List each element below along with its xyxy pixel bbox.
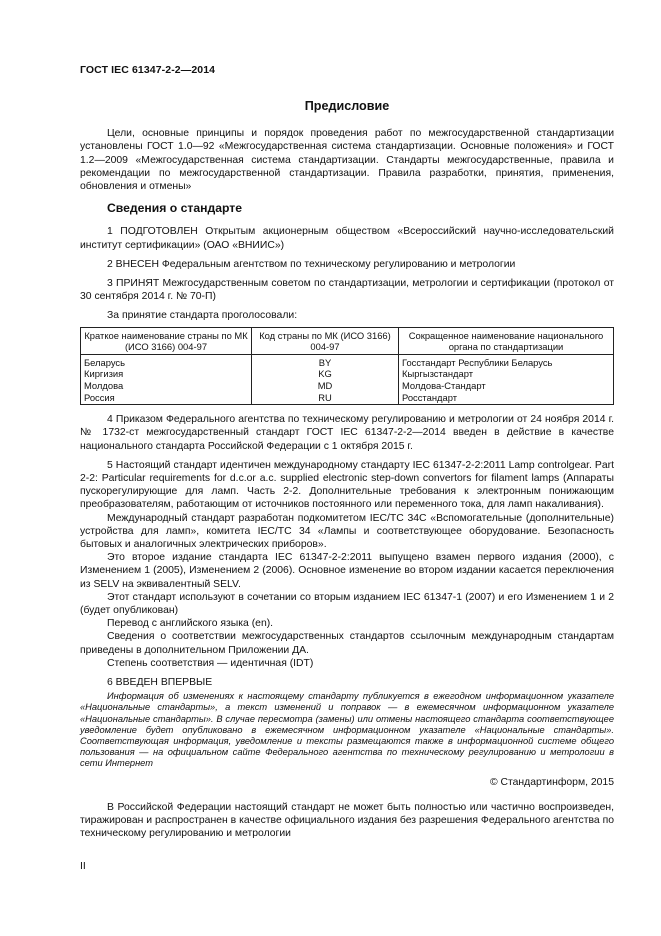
information-note: Информация об изменениях к настоящему стандарту публикуется в ежегодном информационном указателе «Национальные стандарты», а текст изменений и поправок — в ежемесячном информационном указателе «Национальные стандарты». В случае пересмотра (замены) или отмены настоящего стандарта соответствующее уведомление будет опубликовано в ежемесячном информационном указателе «Национальные стандарты». Соответствующая информация, уведомление и тексты размещаются также в информационной системе общего пользования — на официальном сайте Федерального агентства по техническому регулированию и метрологии в сети Интернет <box>80 691 614 769</box>
paragraph-5c: Это второе издание стандарта IEC 61347-2-2:2011 выпущено взамен первого издания (2000), с Изменением 1 (2005), Изменением 2 (2006). Основное изменение во втором издании касается переключения из SELV на эквивалентный SELV. <box>80 552 614 590</box>
paragraph-4: 4 Приказом Федерального агентства по техническому регулированию и метрологии от 24 ноября 2014 г. № 1732-ст межгосударственный стандарт ГОСТ IEC 61347-2-2—2014 введен в действие в качестве национального стандарта Российской Федерации с 1 октября 2015 г. <box>80 414 614 452</box>
paragraph-5e: Перевод с английского языка (en). <box>107 618 274 630</box>
table-cell: Молдова <box>81 380 252 392</box>
copyright: © Стандартинформ, 2015 <box>489 776 614 788</box>
table-cell: Кыргызстандарт <box>399 368 614 380</box>
paragraph-3: 3 ПРИНЯТ Межгосударственным советом по стандартизации, метрологии и сертификации (протокол от 30 сентября 2014 г. № 70-П) <box>80 278 614 303</box>
table-cell: Госстандарт Республики Беларусь <box>399 354 614 368</box>
table-cell: Росстандарт <box>399 392 614 405</box>
paragraph-2: 2 ВНЕСЕН Федеральным агентством по техническому регулированию и метрологии <box>107 258 516 270</box>
table-header-cell: Сокращенное наименование национального органа по стандартизации <box>399 327 614 354</box>
table-row <box>81 354 614 368</box>
table-cell: Беларусь <box>81 354 252 368</box>
paragraph-5g: Степень соответствия — идентичная (IDT) <box>107 657 314 669</box>
table-cell: KG <box>252 368 399 380</box>
paragraph-6: 6 ВВЕДЕН ВПЕРВЫЕ <box>107 677 213 689</box>
table-row <box>81 380 614 392</box>
vote-intro: За принятие стандарта проголосовали: <box>107 310 298 322</box>
voting-table <box>80 327 614 406</box>
document-header: ГОСТ IEC 61347-2-2—2014 <box>80 64 216 76</box>
table-cell: MD <box>252 380 399 392</box>
page-title: Предисловие <box>304 99 390 113</box>
paragraph-5b: Международный стандарт разработан подкомитетом IEC/TC 34C «Вспомогательные (дополнительные) устройства для ламп», комитета IEC/TC 34 «Лампы и соответствующее оборудование. Безопасность бытовых и аналогичных электрических приборов». <box>80 512 614 551</box>
paragraph-1: 1 ПОДГОТОВЛЕН Открытым акционерным обществом «Всероссийский научно-исследовательский институт сертификации» (ОАО «ВНИИС») <box>80 226 614 251</box>
intro-paragraph: Цели, основные принципы и порядок проведения работ по межгосударственной стандартизации установлены ГОСТ 1.0—92 «Межгосударственная система стандартизации. Основные положения» и ГОСТ 1.2—2009 «Межгосударственная система стандартизации. Стандарты межгосударственные, правила и рекомендации по межгосударственной стандартизации. Правила разработки, принятия, применения, обновления и отмены» <box>80 128 614 193</box>
paragraph-5d: Этот стандарт используют в сочетании со вторым изданием IEC 61347-1 (2007) и его Изменением 1 и 2 (будет опубликован) <box>80 591 614 617</box>
paragraph-5: 5 Настоящий стандарт идентичен международному стандарту IEC 61347-2-2:2011 Lamp controlgear. Part 2-2: Particular requirements for d.c.or a.c. supplied electronic step-down convertors for filament lamps (Аппараты пускорегулирующие для ламп. Часть 2-2. Дополнительные требования к электронным понижающим преобразователям, работающим от источников постоянного или переменного тока, для ламп накаливания). <box>80 459 614 511</box>
table-row <box>81 392 614 405</box>
page-content <box>80 100 614 841</box>
final-paragraph: В Российской Федерации настоящий стандарт не может быть полностью или частично воспроизведен, тиражирован и распространен в качестве официального издания без разрешения Федерального агентства по техническому регулированию и метрологии <box>80 801 614 840</box>
table-header-row <box>81 327 614 354</box>
paragraph-5f: Сведения о соответствии межгосударственных стандартов ссылочным международным стандартам приведены в дополнительном Приложении ДА. <box>80 631 614 656</box>
table-cell: Молдова-Стандарт <box>399 380 614 392</box>
page-number: II <box>80 860 86 872</box>
table-cell: Киргизия <box>81 368 252 380</box>
table-row <box>81 368 614 380</box>
table-cell: BY <box>252 354 399 368</box>
table-cell: Россия <box>81 392 252 405</box>
table-cell: RU <box>252 392 399 405</box>
table-header-cell: Краткое наименование страны по МК (ИСО 3166) 004-97 <box>81 327 252 354</box>
section-title: Сведения о стандарте <box>107 201 243 216</box>
table-header-cell: Код страны по МК (ИСО 3166) 004-97 <box>252 327 399 354</box>
